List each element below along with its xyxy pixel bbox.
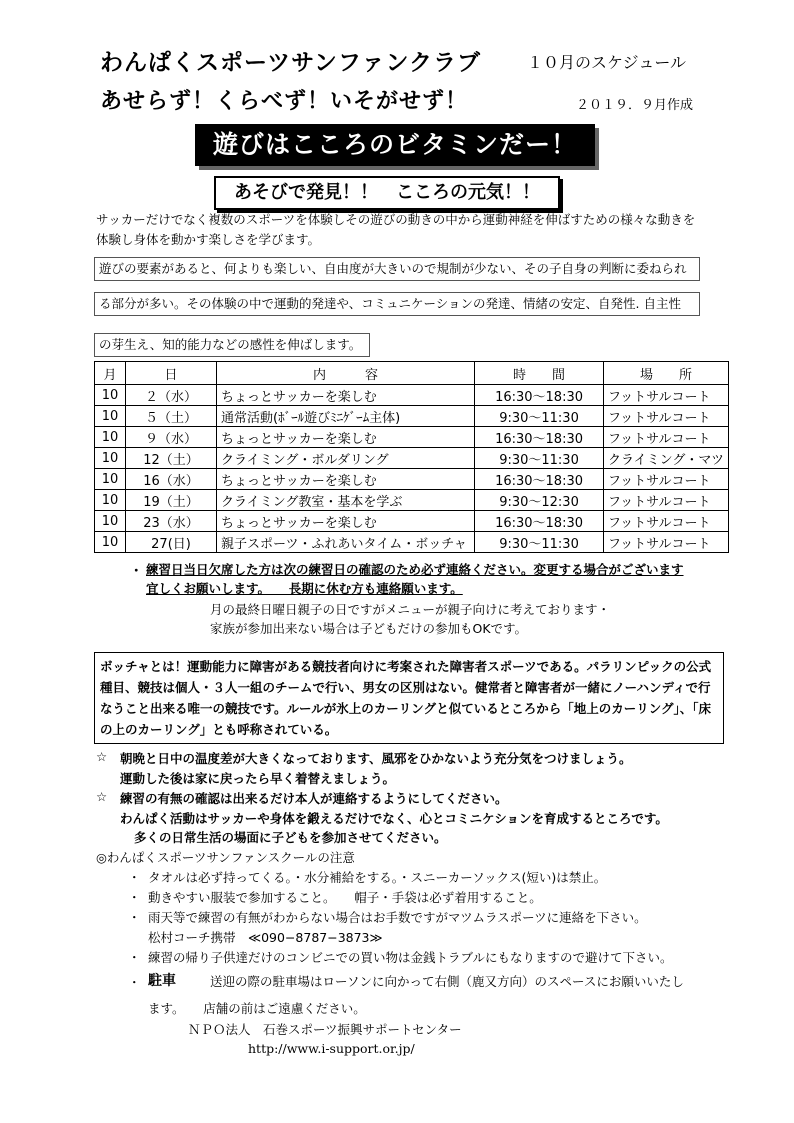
cell-content: ちょっとサッカーを楽しむ — [217, 469, 475, 490]
star-line-4: わんぱく活動はサッカーや身体を鍛えるだけでなく、心とコミニケションを育成するところです。 — [120, 811, 668, 826]
notes-line-4: 家族が参加出来ない場合は子どもだけの参加もOKです。 — [210, 621, 528, 636]
star-icon: ☆ — [96, 789, 108, 804]
cell-day: ９（水） — [126, 427, 217, 448]
cell-time: 16:30〜18:30 — [475, 427, 604, 448]
rule-item: 松村コーチ携帯 ≪090−8787−3873≫ — [148, 930, 383, 945]
cell-month: 10 — [95, 490, 126, 511]
table-row — [95, 469, 729, 490]
star-line-5: 多くの日常生活の場面に子どもを参加させてください。 — [134, 830, 447, 845]
cell-place: フットサルコート — [604, 385, 729, 406]
table-row — [95, 427, 729, 448]
header-content: 内 容 — [217, 362, 475, 385]
sub-banner: あそびで発見！！ こころの元気！！ — [214, 176, 560, 210]
notes-line-2: 宜しくお願いします。 長期に休む方も連絡願います。 — [146, 581, 463, 596]
cell-place: フットサルコート — [604, 469, 729, 490]
star-line-2: 運動した後は家に戻ったら早く着替えましょう。 — [120, 771, 396, 786]
cell-content: 通常活動(ﾎﾞｰﾙ遊びﾐﾆｹﾞｰﾑ主体) — [217, 406, 475, 427]
notes-line-3: 月の最終日曜日親子の日ですがメニューが親子向けに考えております・ — [210, 602, 611, 617]
cell-day: 19（土） — [126, 490, 217, 511]
rule-bullet: ・ — [128, 890, 141, 905]
boxed-line-2: る部分が多い。その体験の中で運動的発達や、コミュニケーションの発達、情緒の安定、自発性. 自主性 — [94, 292, 700, 316]
star-icon: ☆ — [96, 749, 108, 764]
header-day: 日 — [126, 362, 217, 385]
intro-text: サッカーだけでなく複数のスポーツを体験しその遊びの動きの中から運動神経を伸ばすための様々な動きを体験し身体を動かす楽しさを学びます。 — [96, 212, 696, 247]
cell-content: 親子スポーツ・ふれあいタイム・ボッチャ — [217, 532, 475, 553]
parking-label: 駐車 — [148, 973, 176, 989]
cell-day: 27(日) — [126, 532, 217, 553]
parking-text-2: ます。 店舗の前はご遠慮ください。 — [148, 1001, 366, 1016]
cell-content: ちょっとサッカーを楽しむ — [217, 427, 475, 448]
header-time: 時 間 — [475, 362, 604, 385]
boccia-box: ボッチャとは！運動能力に障害がある競技者向けに考案された障害者スポーツである。パラリンピックの公式種目、競技は個人・３人一組のチームで行い、男女の区別はない。健常者と障害者が一緒にノーハンディで行なうこと出来る唯一の競技です。ルールが氷上のカーリングと似ているところから「地上のカーリング」、「床の上のカーリング」とも呼称されている。 — [94, 652, 724, 744]
cell-time: 9:30〜11:30 — [475, 532, 604, 553]
cell-content: ちょっとサッカーを楽しむ — [217, 511, 475, 532]
star-line-3: 練習の有無の確認は出来るだけ本人が連絡するようにしてください。 — [120, 791, 508, 806]
schedule-title: １０月のスケジュール — [527, 53, 687, 72]
rule-item: タオルは必ず持ってくる。・水分補給をする。・スニーカーソックス(短い)は禁止。 — [148, 870, 607, 885]
table-row — [95, 511, 729, 532]
header-place: 場 所 — [604, 362, 729, 385]
cell-month: 10 — [95, 448, 126, 469]
cell-day: ２（水） — [126, 385, 217, 406]
parking-text: 送迎の際の駐車場はローソンに向かって右側（鹿又方向）のスペースにお願いいたし — [210, 974, 684, 989]
rule-item: 動きやすい服装で参加すること。 帽子・手袋は必ず着用すること。 — [148, 890, 542, 905]
organization-name: ＮＰＯ法人 石巻スポーツ振興サポートセンター — [188, 1022, 462, 1037]
cell-place: フットサルコート — [604, 532, 729, 553]
cell-day: ５（土） — [126, 406, 217, 427]
cell-month: 10 — [95, 469, 126, 490]
cell-place: クライミング・マツ — [604, 448, 729, 469]
table-row — [95, 406, 729, 427]
cell-time: 16:30〜18:30 — [475, 385, 604, 406]
cell-time: 9:30〜11:30 — [475, 406, 604, 427]
cell-place: フットサルコート — [604, 511, 729, 532]
club-name: わんぱくスポーツサンファンクラブ — [100, 50, 482, 76]
cell-content: クライミング教室・基本を学ぶ — [217, 490, 475, 511]
rule-bullet: ・ — [128, 950, 141, 965]
table-row — [95, 532, 729, 553]
rules-heading: ◎わんぱくスポーツサンファンスクールの注意 — [96, 850, 355, 865]
cell-time: 9:30〜12:30 — [475, 490, 604, 511]
website-url[interactable]: http://www.i-support.or.jp/ — [248, 1041, 415, 1056]
table-row — [95, 448, 729, 469]
cell-month: 10 — [95, 385, 126, 406]
table-row — [95, 385, 729, 406]
cell-day: 16（水） — [126, 469, 217, 490]
cell-month: 10 — [95, 511, 126, 532]
cell-time: 16:30〜18:30 — [475, 511, 604, 532]
table-row — [95, 490, 729, 511]
header-month: 月 — [95, 362, 126, 385]
cell-place: フットサルコート — [604, 406, 729, 427]
boxed-line-1: 遊びの要素があると、何よりも楽しい、自由度が大きいので規制が少ない、その子自身の判断に委ねられ — [94, 257, 700, 281]
cell-month: 10 — [95, 427, 126, 448]
cell-place: フットサルコート — [604, 490, 729, 511]
table-header-row — [95, 362, 729, 385]
cell-day: 12（土） — [126, 448, 217, 469]
rule-item: 練習の帰り子供達だけのコンビニでの買い物は金銭トラブルにもなりますので避けて下さい。 — [148, 950, 673, 965]
cell-content: クライミング・ボルダリング — [217, 448, 475, 469]
rule-bullet: ・ — [128, 870, 141, 885]
notes-bullet: ・ — [130, 563, 143, 578]
created-date: ２０１９．９月作成 — [576, 98, 694, 113]
main-banner: 遊びはこころのビタミンだー！ — [195, 124, 595, 166]
cell-day: 23（水） — [126, 511, 217, 532]
cell-content: ちょっとサッカーを楽しむ — [217, 385, 475, 406]
rule-bullet: ・ — [128, 910, 141, 925]
star-line-1: 朝晩と日中の温度差が大きくなっております、風邪をひかないよう充分気をつけましょう。 — [120, 751, 632, 766]
motto: あせらず！くらべず！いそがせず！ — [100, 89, 469, 114]
cell-time: 16:30〜18:30 — [475, 469, 604, 490]
rule-item: 雨天等で練習の有無がわからない場合はお手数ですがマツムラスポーツに連絡を下さい。 — [148, 910, 647, 925]
cell-place: フットサルコート — [604, 427, 729, 448]
cell-time: 9:30〜11:30 — [475, 448, 604, 469]
parking-bullet: ・ — [128, 975, 141, 990]
boxed-line-3: の芽生え、知的能力などの感性を伸ばします。 — [94, 333, 370, 357]
cell-month: 10 — [95, 532, 126, 553]
cell-month: 10 — [95, 406, 126, 427]
schedule-table — [94, 361, 729, 553]
notes-line-1: 練習日当日欠席した方は次の練習日の確認のため必ず連絡ください。変更する場合がございます — [146, 562, 684, 577]
